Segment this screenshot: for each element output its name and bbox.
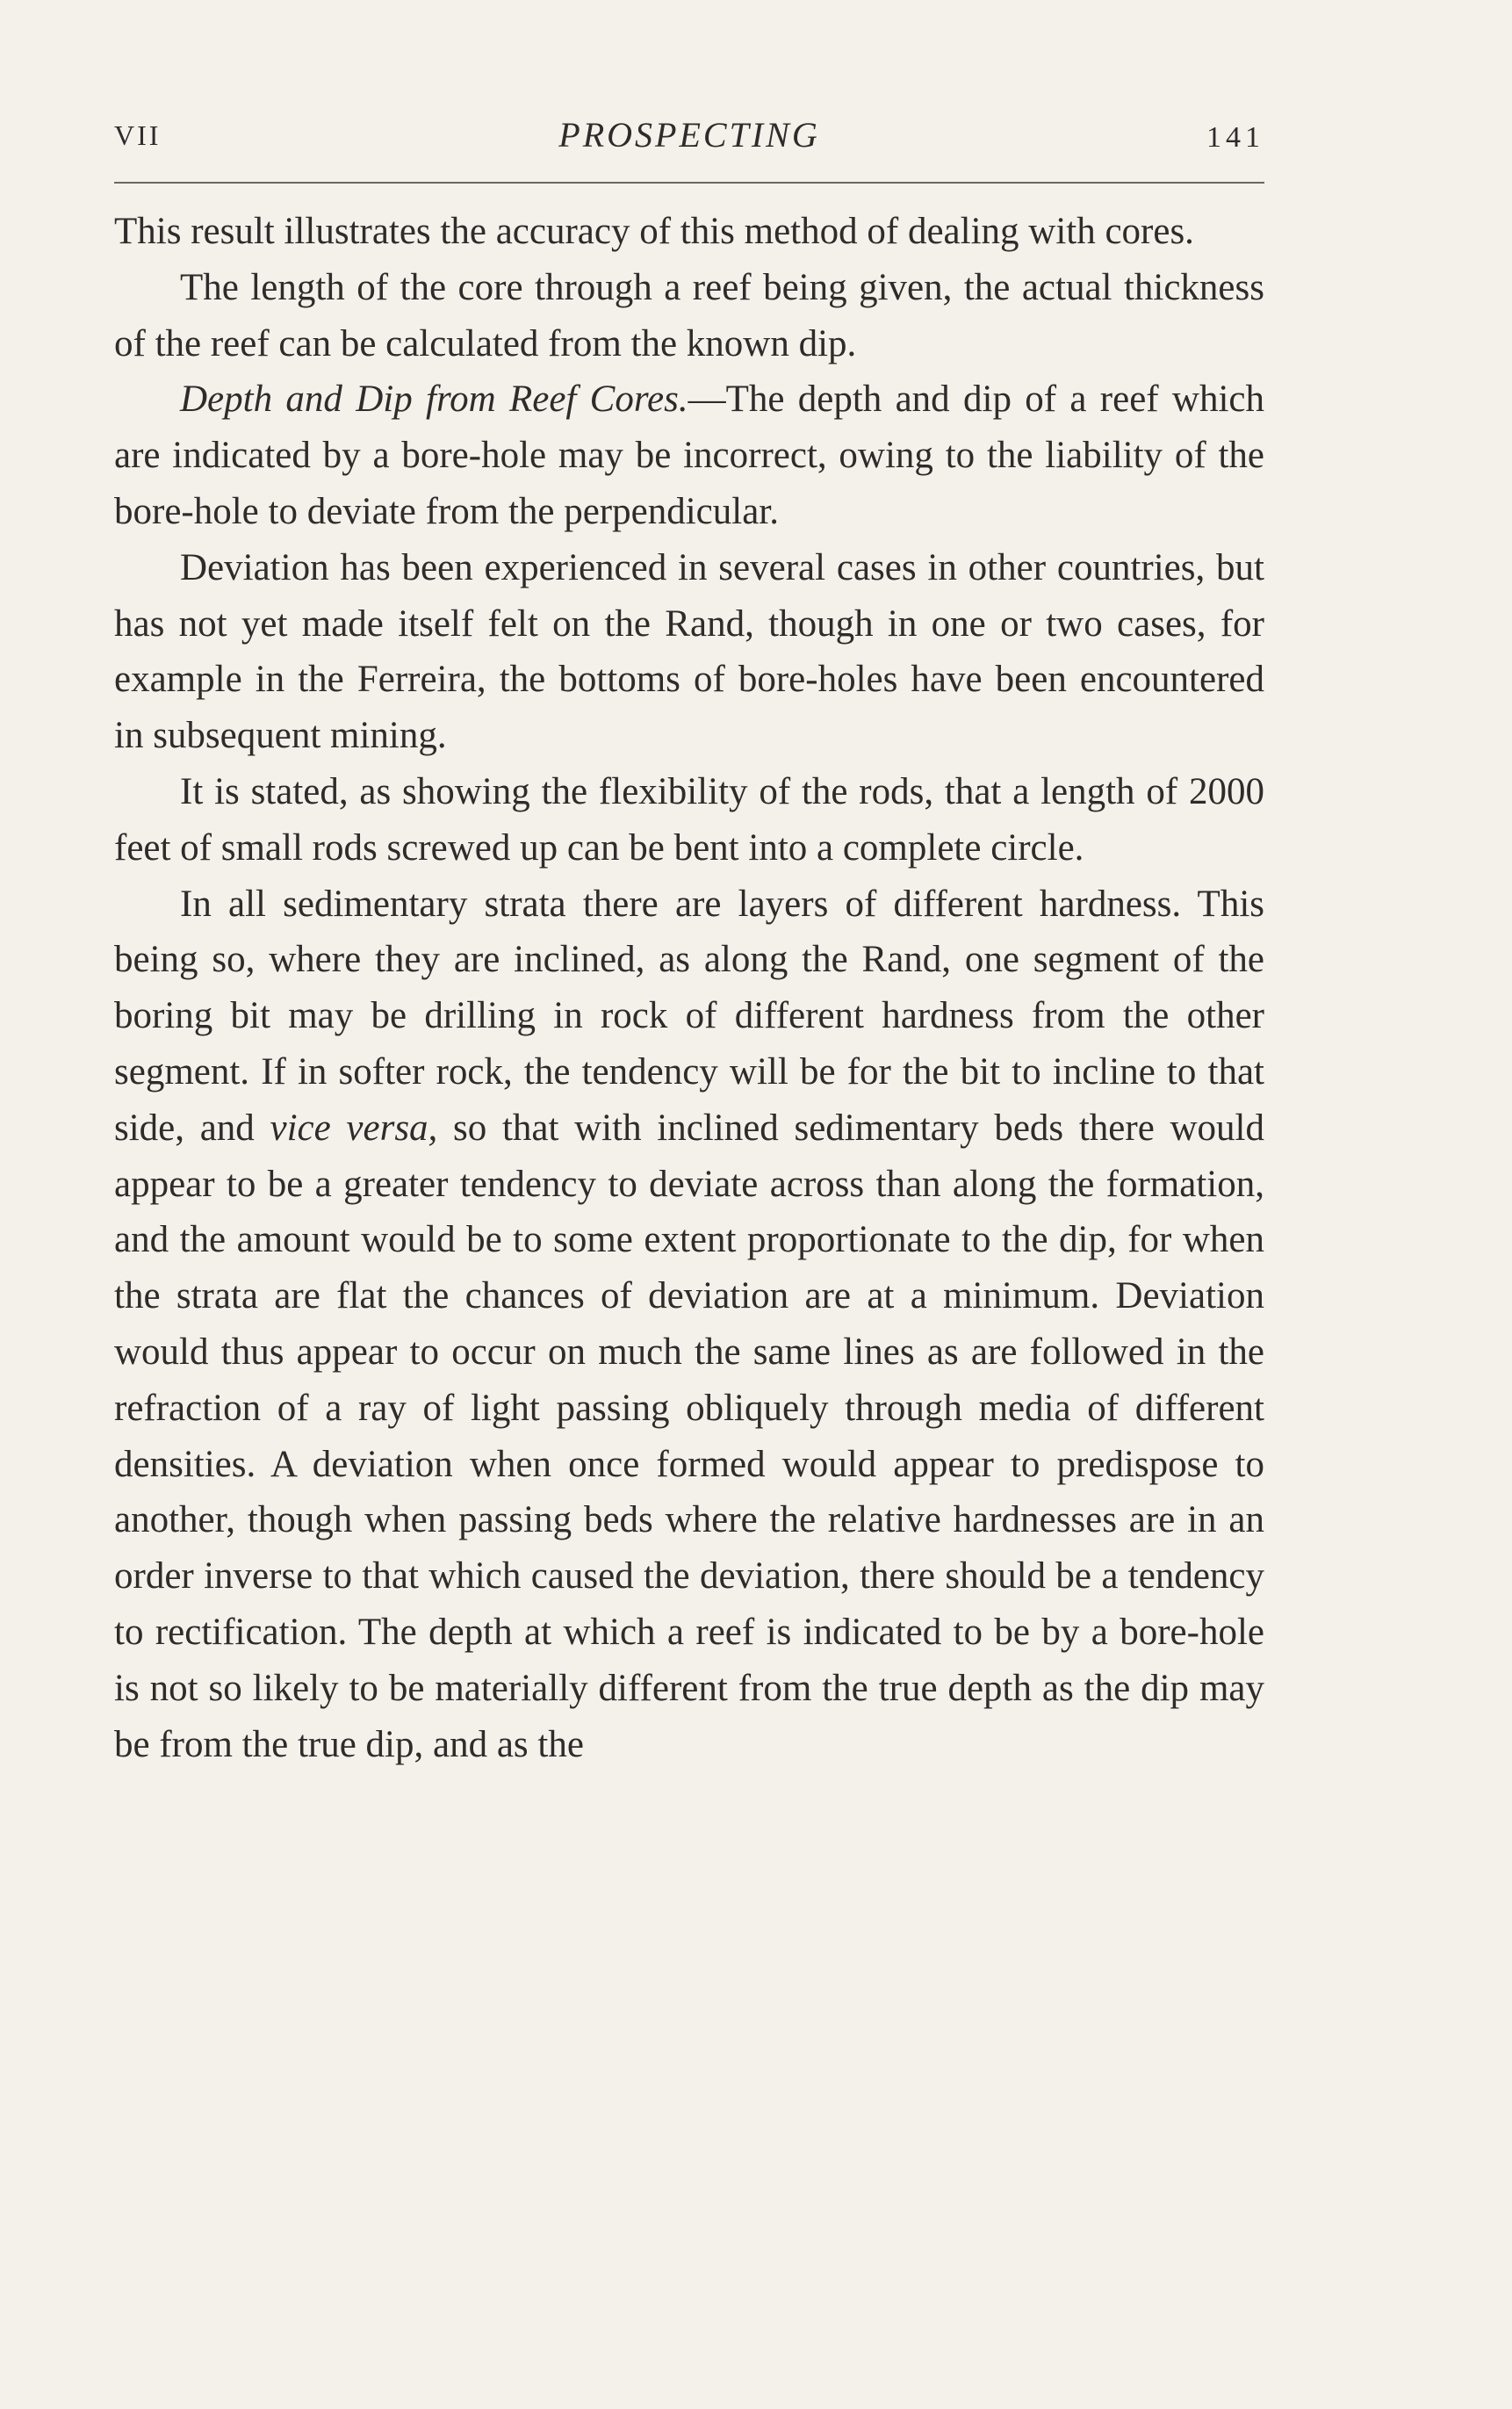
- body-text: [114, 204, 1264, 1772]
- paragraph-3-text: —The depth and dip of a reef which are indicated by a bore-hole may be incorrect, owing to the liability of the bore-hole to deviate from the perpendicular.: [114, 379, 1264, 532]
- paragraph-2: The length of the core through a reef being given, the actual thickness of the reef can be calculated from the known dip.: [114, 266, 1264, 364]
- paragraph-3: [114, 371, 1264, 539]
- header-rule: [114, 182, 1264, 184]
- page-number: 141: [1206, 121, 1264, 154]
- paragraph-5: It is stated, as showing the flexibility of the rods, that a length of 2000 feet of small rods screwed up can be bent into a complete circle.: [114, 770, 1264, 869]
- paragraph-4: Deviation has been experienced in several cases in other countries, but has not yet made itself felt on the Rand, though in one or two cases, for example in the Ferreira, the bottoms of bore-holes have been encountered in subsequent mining.: [114, 546, 1264, 757]
- page-header: [114, 114, 1264, 163]
- section-heading: Depth and Dip from Reef Cores.: [180, 379, 688, 421]
- paragraph-6: [114, 876, 1264, 1773]
- paragraph-1: This result illustrates the accuracy of this method of dealing with cores.: [114, 211, 1194, 252]
- chapter-number: VII: [114, 119, 162, 151]
- running-title: PROSPECTING: [558, 115, 820, 155]
- italic-phrase: vice versa,: [270, 1107, 438, 1149]
- paragraph-6-part-2: so that with inclined sedimentary beds there would appear to be a greater tendency to deviate across than along the formation, and the amount would be to some extent proportionate to the dip, for when the strata are flat the chances of deviation are at a minimum. Deviation would thus appear to occur on much the same lines as are followed in the refraction of a ray of light passing obliquely through media of different densities. A deviation when once formed would appear to predispose to another, though when passing beds where the relative hardnesses are in an order inverse to that which caused the deviation, there should be a tendency to rectification. The depth at which a reef is indicated to be by a bore-hole is not so likely to be materially different from the true depth as the dip may be from the true dip, and as the: [114, 1107, 1265, 1765]
- paragraph-6-part-1: In all sedimentary strata there are layers of different hardness. This being so, where they are inclined, as along the Rand, one segment of the boring bit may be drilling in rock of different hardness from the other segment. If in softer rock, the tendency will be for the bit to incline to that side, and: [114, 883, 1264, 1149]
